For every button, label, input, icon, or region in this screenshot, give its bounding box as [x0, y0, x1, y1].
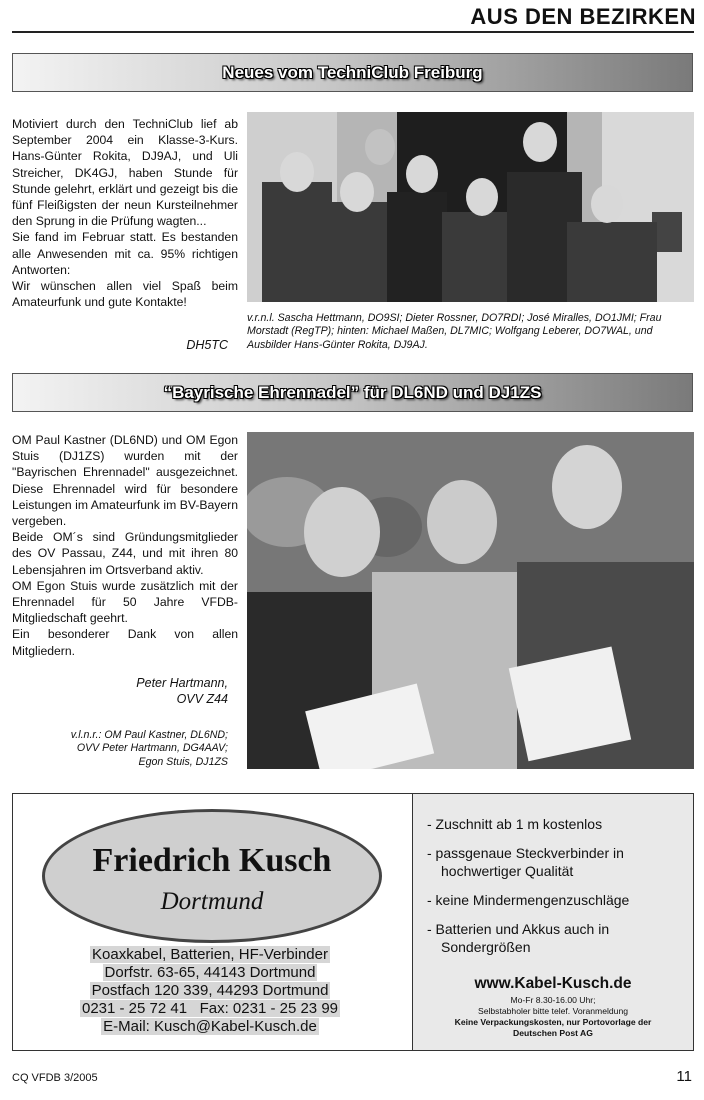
article2-paragraph: OM Paul Kastner (DL6ND) und OM Egon Stuis (DJ1ZS) wurden mit der "Bayrischen Ehrennadel" ausgezeichnet. Diese Ehrennadel wird für besondere Leistungen im Amateurfunk im BV-Bayern vergeben.: [12, 433, 238, 529]
pickup-note: Selbstabholer bitte telef. Voranmeldung: [477, 1006, 628, 1016]
caption-line: Egon Stuis, DJ1ZS: [138, 755, 228, 768]
article2-caption: [12, 729, 228, 769]
address-line: Postfach 120 339, 44293 Dortmund: [91, 982, 329, 999]
brand-name: Friedrich Kusch: [92, 842, 332, 879]
bullet-item: - Batterien und Akkus auch in Sondergrößen: [427, 921, 610, 955]
group-photo: [247, 112, 694, 302]
bullet-item: - Zuschnitt ab 1 m kostenlos: [427, 816, 603, 832]
address-line: Dorfstr. 63-65, 44143 Dortmund: [104, 964, 316, 981]
article2-paragraph: OM Egon Stuis wurde zusätzlich mit der Ehrennadel für 50 Jahre VFDB-Mitgliedschaft geehrt.: [12, 578, 238, 626]
signature-name: Peter Hartmann,: [136, 676, 228, 690]
page-number: 11: [676, 1068, 692, 1085]
article2-signature: [12, 675, 228, 707]
opening-hours: Mo-Fr 8.30-16.00 Uhr;: [510, 995, 596, 1005]
article2-text: [12, 432, 238, 659]
article1-signature: DH5TC: [186, 338, 228, 352]
brand-city: Dortmund: [160, 888, 264, 915]
article1-banner: [12, 53, 693, 92]
bullet-item: - passgenaue Steckverbinder in hochwertiger Qualität: [427, 845, 624, 879]
email-line: E-Mail: Kusch@Kabel-Kusch.de: [103, 1018, 317, 1035]
shipping-note-2: Deutschen Post AG: [513, 1028, 593, 1038]
article1-paragraph: Motiviert durch den TechniClub lief ab September 2004 ein Klasse-3-Kurs. Hans-Günter Rokita, DJ9AJ, und Uli Streicher, DK4GJ, haben Stunde für Stunde gelehrt, erklärt und gezeigt bis die fünf Fleißigsten der neun Kursteilnehmer den Sprung in die Prüfung wagten...: [12, 117, 238, 229]
article1-caption: v.r.n.l. Sascha Hettmann, DO9SI; Dieter Rossner, DO7RDI; José Miralles, DO1JMI; Frau Morstadt (RegTP); hinten: Michael Maßen, DL7MIC; Wolfgang Leberer, DO7WAL, und Ausbilder Hans-Günter Rokita, DJ9AJ.: [247, 312, 662, 351]
caption-line: OVV Peter Hartmann, DG4AAV;: [76, 742, 228, 755]
article1-paragraph: Wir wünschen allen viel Spaß beim Amateurfunk und gute Kontakte!: [12, 279, 238, 310]
bullet-item: - keine Mindermengenzuschläge: [427, 892, 630, 908]
website-link[interactable]: www.Kabel-Kusch.de: [474, 975, 632, 992]
article1-paragraph: Sie fand im Februar statt. Es bestanden alle Anwesenden mit ca. 95% richtigen Antworten:: [12, 230, 238, 277]
address-block: [20, 946, 400, 1036]
caption-line: v.l.n.r.: OM Paul Kastner, DL6ND;: [70, 729, 228, 741]
signature-role: OVV Z44: [176, 692, 228, 706]
address-line: 0231 - 25 72 41 Fax: 0231 - 25 23 99: [81, 1000, 339, 1017]
article1-text: [12, 116, 238, 310]
section-header: AUS DEN BEZIRKEN: [470, 4, 696, 29]
ad-bullets: [427, 815, 687, 967]
footer-issue: CQ VFDB 3/2005: [12, 1072, 98, 1084]
header-rule: [12, 31, 694, 33]
article2-banner: [12, 373, 693, 412]
article2-title: “Bayrische Ehrennadel” für DL6ND und DJ1ZS: [163, 382, 542, 402]
shipping-note: Keine Verpackungskosten, nur Portovorlage der: [454, 1017, 652, 1027]
address-line: Koaxkabel, Batterien, HF-Verbinder: [92, 946, 328, 963]
award-photo: [247, 432, 694, 769]
article1-title: Neues vom TechniClub Freiburg: [222, 62, 483, 82]
article2-paragraph: Beide OM´s sind Gründungsmitglieder des OV Passau, Z44, und mit ihren 80 Lebensjahren im Ortsverband aktiv.: [12, 530, 238, 577]
article2-paragraph: Ein besonderer Dank von allen Mitgliedern.: [12, 627, 238, 658]
